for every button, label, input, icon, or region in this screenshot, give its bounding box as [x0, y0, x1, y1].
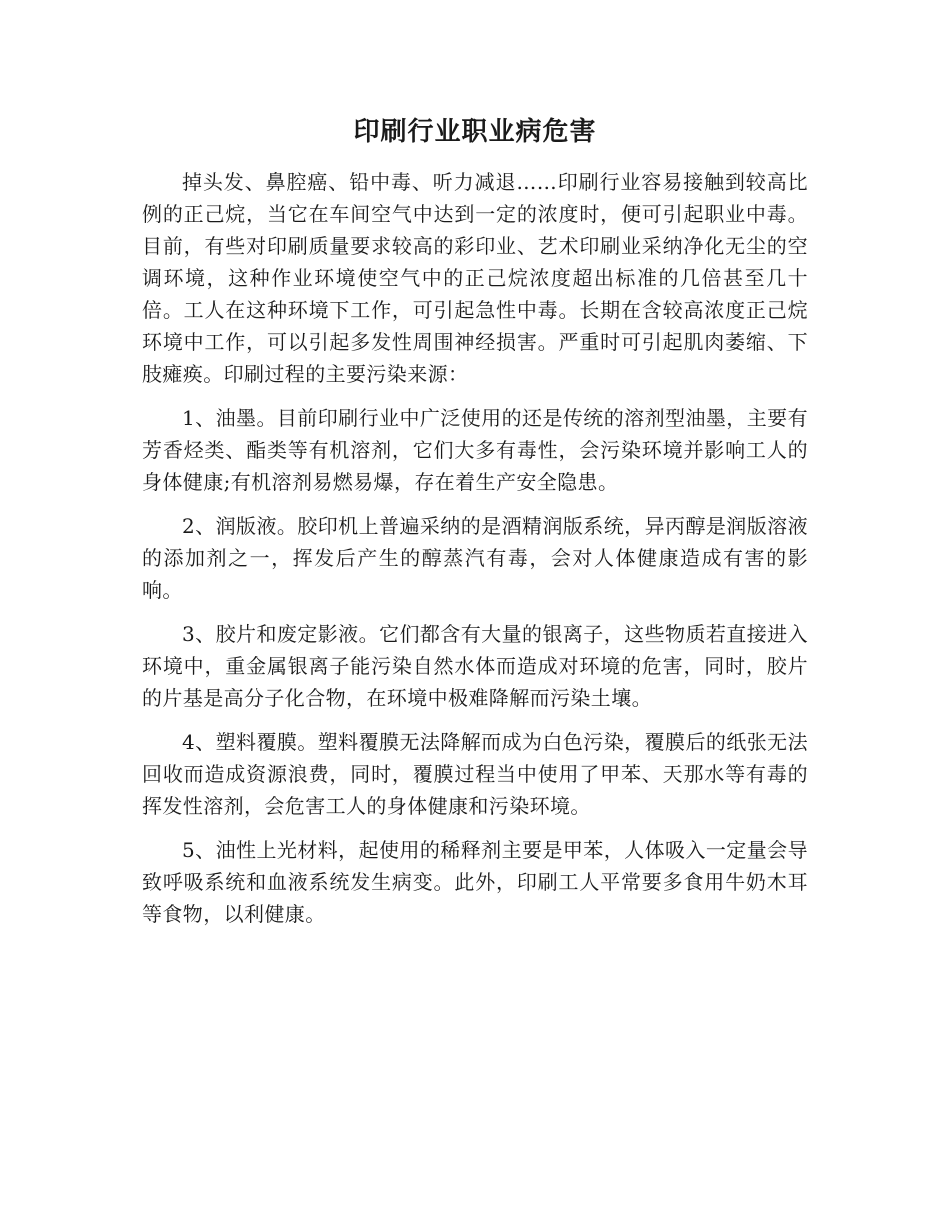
paragraph-film-fixer: 3、胶片和废定影液。它们都含有大量的银离子，这些物质若直接进入环境中，重金属银离子能污染自然水体而造成对环境的危害，同时，胶片的片基是高分子化合物，在环境中极难降解而污染土壤。 [142, 622, 808, 710]
paragraph-varnish: 5、油性上光材料，起使用的稀释剂主要是甲苯，人体吸入一定量会导致呼吸系统和血液系统发生病变。此外，印刷工人平常要多食用牛奶木耳等食物，以利健康。 [142, 838, 808, 926]
paragraph-plastic-lamination: 4、塑料覆膜。塑料覆膜无法降解而成为白色污染，覆膜后的纸张无法回收而造成资源浪费，同时，覆膜过程当中使用了甲苯、天那水等有毒的挥发性溶剂，会危害工人的身体健康和污染环境。 [142, 730, 808, 818]
document-title: 印刷行业职业病危害 [353, 117, 597, 147]
intro-paragraph: 掉头发、鼻腔癌、铅中毒、听力减退……印刷行业容易接触到较高比例的正己烷，当它在车间空气中达到一定的浓度时，便可引起职业中毒。目前，有些对印刷质量要求较高的彩印业、艺术印刷业采纳净化无尘的空调环境，这种作业环境使空气中的正己烷浓度超出标准的几倍甚至几十倍。工人在这种环境下工作，可引起急性中毒。长期在含较高浓度正己烷环境中工作，可以引起多发性周围神经损害。严重时可引起肌肉萎缩、下肢瘫痪。印刷过程的主要污染来源： [142, 170, 808, 386]
paragraph-fountain-solution: 2、润版液。胶印机上普遍采纳的是酒精润版系统，异丙醇是润版溶液的添加剂之一，挥发后产生的醇蒸汽有毒，会对人体健康造成有害的影响。 [142, 514, 808, 602]
paragraph-ink: 1、油墨。目前印刷行业中广泛使用的还是传统的溶剂型油墨，主要有芳香烃类、酯类等有机溶剂，它们大多有毒性，会污染环境并影响工人的身体健康;有机溶剂易燃易爆，存在着生产安全隐患。 [142, 406, 808, 494]
document-body [142, 166, 808, 930]
